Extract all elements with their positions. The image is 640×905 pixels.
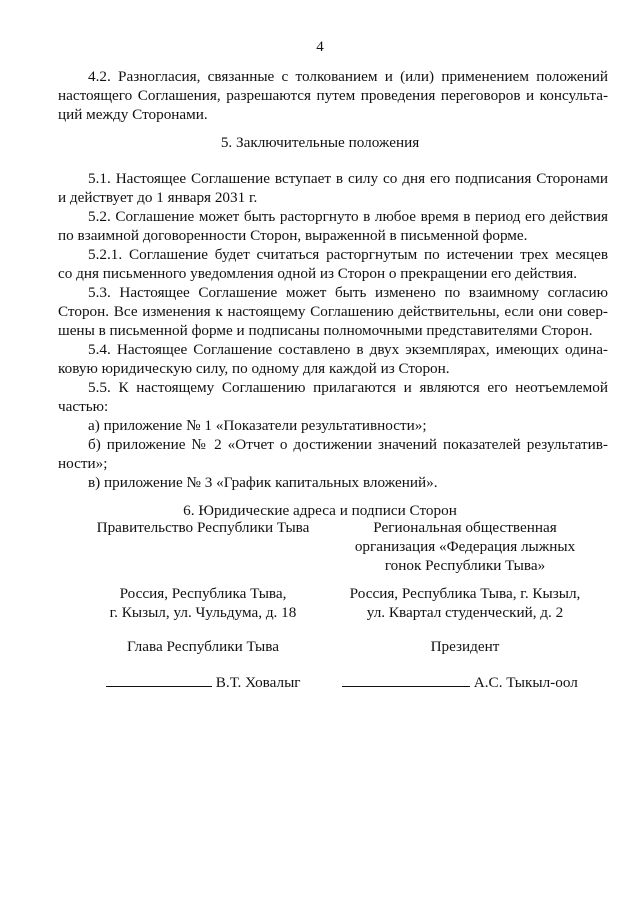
section-6-heading: 6. Юридические адреса и подписи Сторон <box>183 502 457 519</box>
paragraph-5-3-line-1: 5.3. Настоящее Соглашение может быть изменено по взаимному согласию <box>88 284 608 301</box>
paragraph-4-2-line-3: ций между Сторонами. <box>58 106 208 123</box>
paragraph-5-2-line-1: 5.2. Соглашение может быть расторгнуто в любое время в период его действия <box>88 208 608 225</box>
list-item-c: в) приложение № 3 «График капитальных вложений». <box>88 474 438 491</box>
left-party-position: Глава Республики Тыва <box>127 638 279 655</box>
list-item-b-line-2: ности»; <box>58 455 108 472</box>
right-signature-block <box>342 672 578 692</box>
paragraph-5-2-1-line-1: 5.2.1. Соглашение будет считаться расторгнутым по истечении трех месяцев <box>88 246 608 263</box>
page-number: 4 <box>316 39 324 55</box>
left-party-address-line-1: Россия, Республика Тыва, <box>119 585 287 602</box>
list-item-a: а) приложение № 1 «Показатели результативности»; <box>88 417 427 434</box>
paragraph-5-2-1-line-2: со дня письменного уведомления одной из Сторон о прекращении его действия. <box>58 265 578 282</box>
left-party-org: Правительство Республики Тыва <box>96 519 310 536</box>
left-signature-line <box>106 672 212 687</box>
section-5-heading: 5. Заключительные положения <box>220 134 420 151</box>
right-party-org-line-1: Региональная общественная <box>373 519 557 536</box>
paragraph-4-2-line-1: 4.2. Разногласия, связанные с толкованием и (или) применением положений <box>88 68 608 85</box>
left-signatory: В.Т. Ховалыг <box>215 674 301 691</box>
right-signature-line <box>342 672 470 687</box>
left-signature-block <box>106 672 301 692</box>
paragraph-5-5-line-2: частью: <box>58 398 109 415</box>
right-party-position: Президент <box>430 638 500 655</box>
list-item-b-line-1: б) приложение № 2 «Отчет о достижении значений показателей результатив- <box>88 436 608 453</box>
right-party-address-line-2: ул. Квартал студенческий, д. 2 <box>366 604 564 621</box>
paragraph-5-2-line-2: по взаимной договоренности Сторон, выраженной в письменной форме. <box>58 227 528 244</box>
right-signatory: А.С. Тыкыл-оол <box>473 674 578 691</box>
left-party-address-line-2: г. Кызыл, ул. Чульдума, д. 18 <box>109 604 297 621</box>
paragraph-5-3-line-3: шены в письменной форме и подписаны полномочными представителями Сторон. <box>58 322 593 339</box>
paragraph-5-4-line-1: 5.4. Настоящее Соглашение составлено в двух экземплярах, имеющих одина- <box>88 341 608 358</box>
paragraph-5-5-line-1: 5.5. К настоящему Соглашению прилагаются и являются его неотъемлемой <box>88 379 608 396</box>
paragraph-5-1-line-1: 5.1. Настоящее Соглашение вступает в силу со дня его подписания Сторонами <box>88 170 608 187</box>
paragraph-5-4-line-2: ковую юридическую силу, по одному для каждой из Сторон. <box>58 360 450 377</box>
paragraph-5-1-line-2: и действует до 1 января 2031 г. <box>58 189 258 206</box>
right-party-address-line-1: Россия, Республика Тыва, г. Кызыл, <box>349 585 581 602</box>
right-party-org-line-2: организация «Федерация лыжных <box>354 538 576 555</box>
right-party-org-line-3: гонок Республики Тыва» <box>384 557 546 574</box>
paragraph-5-3-line-2: Сторон. Все изменения к настоящему Соглашению действительны, если они совер- <box>58 303 608 320</box>
paragraph-4-2-line-2: настоящего Соглашения, разрешаются путем проведения переговоров и консульта- <box>58 87 608 104</box>
